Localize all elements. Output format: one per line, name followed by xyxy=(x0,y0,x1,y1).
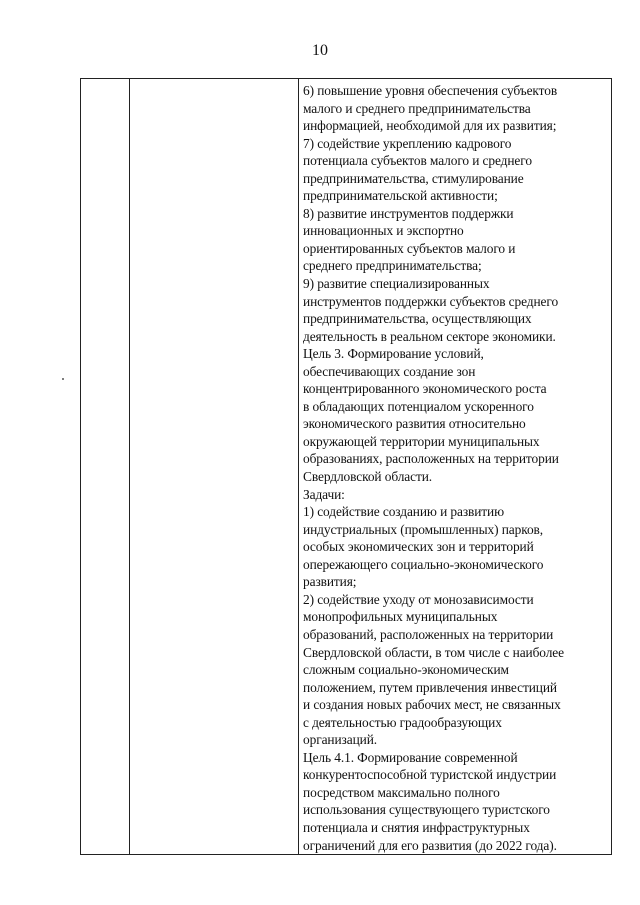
text-line: 8) развитие инструментов поддержки xyxy=(303,205,514,221)
text-line: 2) содействие уходу от монозависимости xyxy=(303,591,534,607)
text-line: обеспечивающих создание зон xyxy=(303,363,476,379)
text-line: 1) содействие созданию и развитию xyxy=(303,504,505,520)
text-line: 7) содействие укреплению кадрового xyxy=(303,135,512,151)
goals-text xyxy=(299,79,611,854)
text-line: конкурентоспособной туристской индустрии xyxy=(303,767,557,783)
table-row xyxy=(81,79,612,855)
text-line: Цель 4.1. Формирование современной xyxy=(303,749,518,765)
text-line: образований, расположенных на территории xyxy=(303,626,554,642)
text-line: потенциала субъектов малого и среднего xyxy=(303,153,532,169)
text-line: экономического развития относительно xyxy=(303,416,526,432)
text-line: концентрированного экономического роста xyxy=(303,381,547,397)
text-line: организаций. xyxy=(303,732,378,748)
text-line: монопрофильных муниципальных xyxy=(303,609,498,625)
scan-speck xyxy=(62,378,64,380)
text-line: 9) развитие специализированных xyxy=(303,276,490,292)
text-line: сложным социально-экономическим xyxy=(303,662,509,678)
text-line: окружающей территории муниципальных xyxy=(303,433,540,449)
text-line: Свердловской области, в том числе с наиболее xyxy=(303,644,564,660)
text-line: Задачи: xyxy=(303,486,345,502)
goals-table xyxy=(80,78,612,855)
text-line: образованиях, расположенных на территории xyxy=(303,451,559,467)
text-line: индустриальных (промышленных) парков, xyxy=(303,521,544,537)
text-line: предпринимательства, осуществляющих xyxy=(303,311,532,327)
text-line: развития; xyxy=(303,574,357,590)
text-line: малого и среднего предпринимательства xyxy=(303,100,531,116)
text-line: ориентированных субъектов малого и xyxy=(303,240,516,256)
text-line: Свердловской области. xyxy=(303,469,433,485)
text-line: положением, путем привлечения инвестиций xyxy=(303,679,557,695)
text-line: и создания новых рабочих мест, не связанных xyxy=(303,697,561,713)
table-cell-number xyxy=(81,79,130,855)
text-line: опережающего социально-экономического xyxy=(303,556,544,572)
text-line: использования существующего туристского xyxy=(303,802,550,818)
page-number: 10 xyxy=(312,42,328,59)
text-line: деятельность в реальном секторе экономики. xyxy=(303,328,556,344)
text-line: в обладающих потенциалом ускоренного xyxy=(303,398,534,414)
text-line: среднего предпринимательства; xyxy=(303,258,482,274)
text-line: 6) повышение уровня обеспечения субъектов xyxy=(303,83,558,98)
text-line: информацией, необходимой для их развития; xyxy=(303,118,557,134)
text-line: инновационных и экспортно xyxy=(303,223,464,239)
text-line: ограничений для его развития (до 2022 года). xyxy=(303,837,557,853)
table-cell-goals xyxy=(299,79,612,855)
text-line: предпринимательства, стимулирование xyxy=(303,170,524,186)
text-line: особых экономических зон и территорий xyxy=(303,539,534,555)
text-line: посредством максимально полного xyxy=(303,784,500,800)
text-line: предпринимательской активности; xyxy=(303,188,498,204)
text-line: инструментов поддержки субъектов среднего xyxy=(303,293,559,309)
text-line: Цель 3. Формирование условий, xyxy=(303,346,484,362)
table-cell-name xyxy=(130,79,299,855)
text-line: потенциала и снятия инфраструктурных xyxy=(303,819,530,835)
text-line: с деятельностью градообразующих xyxy=(303,714,502,730)
